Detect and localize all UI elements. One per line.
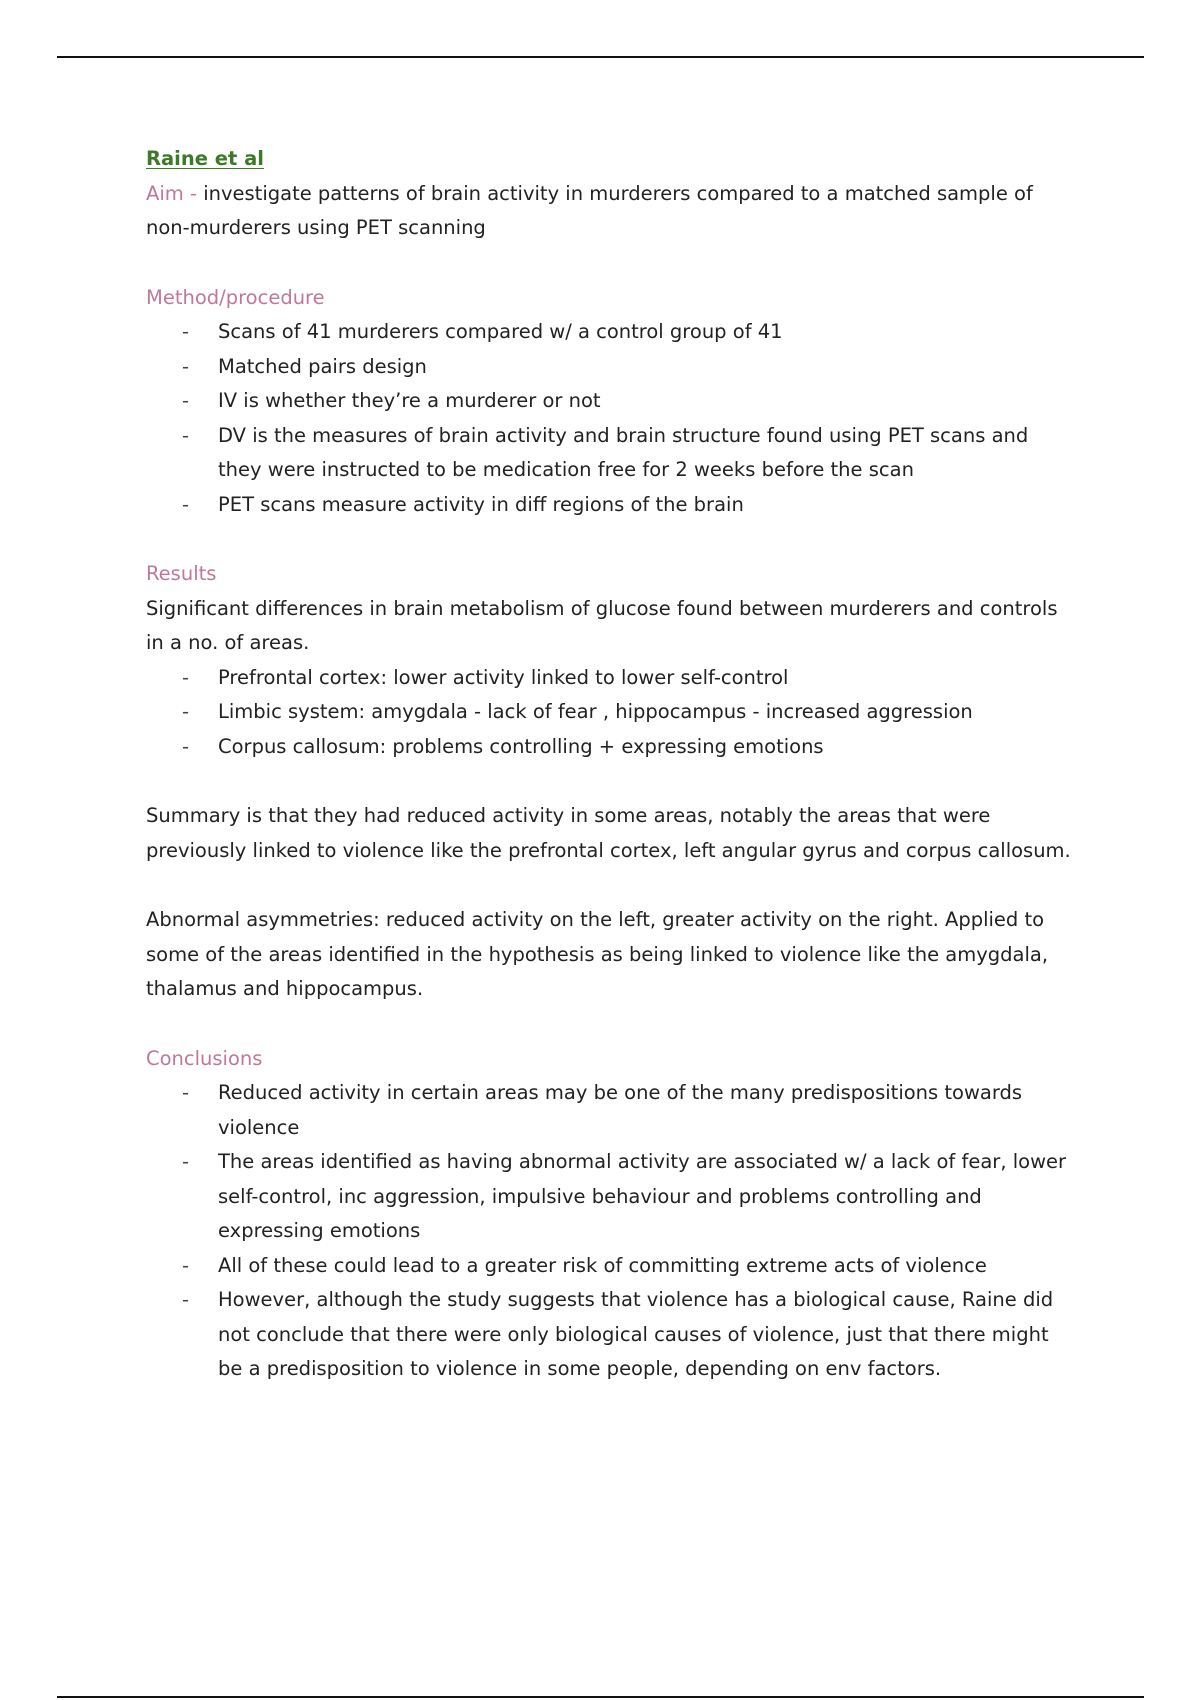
aim-label: Aim	[146, 181, 184, 205]
list-item: - Reduced activity in certain areas may be one of the many predispositions towards violence	[218, 1076, 1076, 1145]
list-item: - PET scans measure activity in diff regions of the brain	[218, 488, 1076, 523]
results-asymmetries: Abnormal asymmetries: reduced activity on the left, greater activity on the right. Applied to some of the areas identified in the hypothesis as being linked to violence like the amygdala, thalamus and hippocampus.	[146, 908, 1049, 1000]
list-item: - Corpus callosum: problems controlling + expressing emotions	[218, 730, 1076, 765]
aim-paragraph	[146, 177, 1076, 246]
conclusions-list	[146, 1076, 1076, 1387]
bottom-divider	[57, 1696, 1144, 1698]
list-item: - All of these could lead to a greater risk of committing extreme acts of violence	[218, 1249, 1076, 1284]
list-item: - However, although the study suggests that violence has a biological cause, Raine did not conclude that there were only biological causes of violence, just that there might be a predisposition to violence in some people, depending on env factors.	[218, 1283, 1076, 1387]
list-item: - The areas identified as having abnormal activity are associated w/ a lack of fear, lower self-control, inc aggression, impulsive behaviour and problems controlling and expressing emotions	[218, 1145, 1076, 1249]
list-item: - Limbic system: amygdala - lack of fear , hippocampus - increased aggression	[218, 695, 1076, 730]
results-intro: Significant differences in brain metabolism of glucose found between murderers and controls in a no. of areas.	[146, 596, 1058, 654]
list-item: - Matched pairs design	[218, 350, 1076, 385]
method-heading: Method/procedure	[146, 285, 325, 309]
list-item: - DV is the measures of brain activity and brain structure found using PET scans and they were instructed to be medication free for 2 weeks before the scan	[218, 419, 1076, 488]
notes-page	[146, 142, 1076, 1387]
page-title: Raine et al	[146, 147, 264, 170]
list-item: - Scans of 41 murderers compared w/ a control group of 41	[218, 315, 1076, 350]
method-list	[146, 315, 1076, 522]
results-list	[146, 661, 1076, 765]
aim-text: investigate patterns of brain activity in murderers compared to a matched sample of non-murderers using PET scanning	[146, 181, 1033, 239]
conclusions-heading: Conclusions	[146, 1046, 263, 1070]
aim-separator: -	[183, 181, 204, 205]
list-item: - Prefrontal cortex: lower activity linked to lower self-control	[218, 661, 1076, 696]
results-heading: Results	[146, 562, 217, 585]
list-item: - IV is whether they’re a murderer or not	[218, 384, 1076, 419]
top-divider	[57, 56, 1144, 58]
results-summary: Summary is that they had reduced activity in some areas, notably the areas that were previously linked to violence like the prefrontal cortex, left angular gyrus and corpus callosum.	[146, 804, 1071, 862]
